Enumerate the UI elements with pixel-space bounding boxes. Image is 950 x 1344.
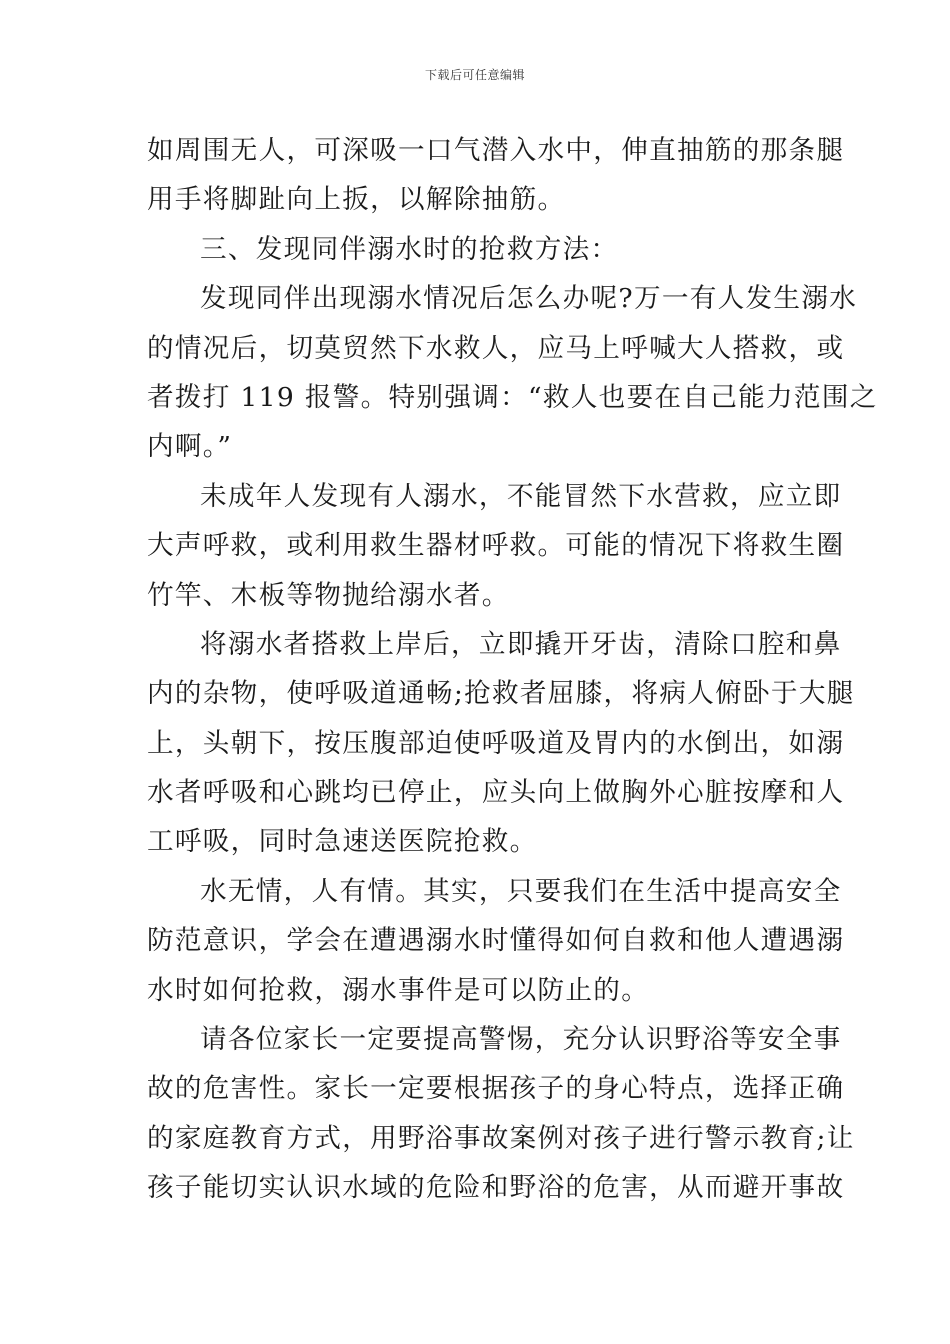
text-line: 未成年人发现有人溺水，不能冒然下水营救，应立即 (200, 480, 842, 512)
document-body (147, 126, 878, 1213)
text-line: 水者呼吸和心跳均已停止，应头向上做胸外心脏按摩和人 (147, 777, 845, 809)
text-line: 大声呼救，或利用救生器材呼救。可能的情况下将救生圈 (147, 530, 845, 562)
text-line: 请各位家长一定要提高警惕，充分认识野浴等安全事 (200, 1024, 842, 1056)
text-line: 故的危害性。家长一定要根据孩子的身心特点，选择正确 (147, 1073, 845, 1105)
text-line: 者拨打 119 报警。特别强调：“救人也要在自己能力范围之 (147, 381, 878, 413)
section-heading: 三、发现同伴溺水时的抢救方法： (200, 233, 619, 265)
text-line: 的家庭教育方式，用野浴事故案例对孩子进行警示教育;让 (147, 1122, 855, 1154)
text-line: 防范意识，学会在遭遇溺水时懂得如何自救和他人遭遇溺 (147, 925, 845, 957)
text-line: 竹竿、木板等物抛给溺水者。 (147, 579, 510, 611)
text-line: 内的杂物，使呼吸道通畅;抢救者屈膝，将病人俯卧于大腿 (147, 678, 855, 710)
text-line: 工呼吸，同时急速送医院抢救。 (147, 826, 538, 858)
text-line: 上，头朝下，按压腹部迫使呼吸道及胃内的水倒出，如溺 (147, 727, 845, 759)
page-header: 下载后可任意编辑 (424, 68, 525, 82)
text-line: 用手将脚趾向上扳，以解除抽筋。 (147, 184, 566, 216)
text-line: 的情况后，切莫贸然下水救人，应马上呼喊大人搭救，或 (147, 332, 845, 364)
text-line: 将溺水者搭救上岸后，立即撬开牙齿，清除口腔和鼻 (200, 628, 842, 660)
text-line: 如周围无人，可深吸一口气潜入水中，伸直抽筋的那条腿 (147, 135, 845, 166)
text-line: 内啊。” (147, 431, 233, 463)
text-line: 孩子能切实认识水域的危险和野浴的危害，从而避开事故 (147, 1172, 845, 1204)
text-line: 水无情，人有情。其实，只要我们在生活中提高安全 (200, 875, 842, 907)
text-line: 水时如何抢救，溺水事件是可以防止的。 (147, 974, 650, 1006)
text-line: 发现同伴出现溺水情况后怎么办呢?万一有人发生溺水 (200, 283, 858, 315)
